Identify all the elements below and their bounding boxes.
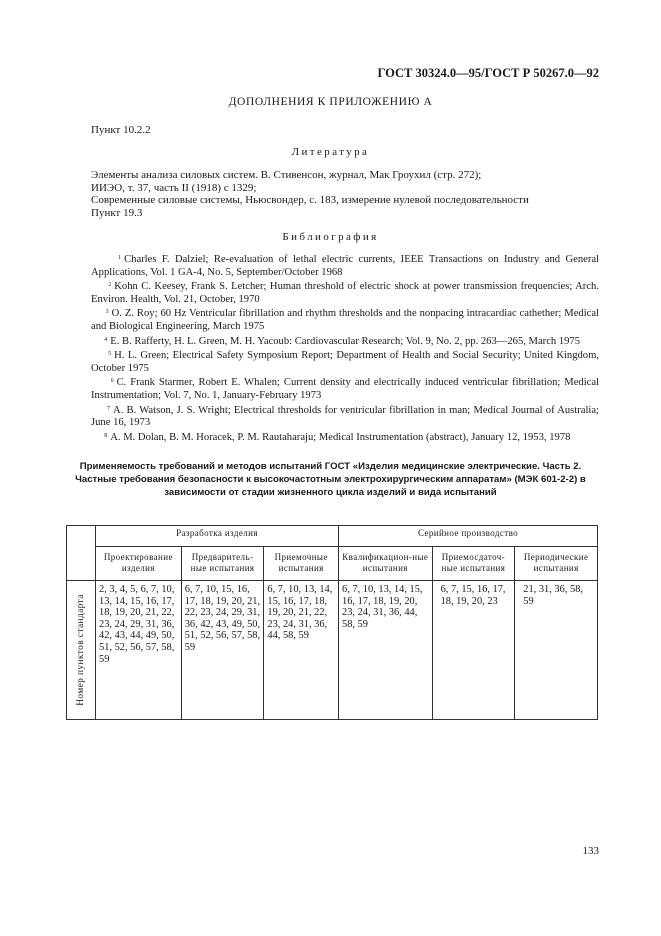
column-header: Проектирование изделия: [96, 547, 182, 581]
group-header-development: Разработка изделия: [96, 526, 339, 547]
footnote-number: 4: [104, 336, 108, 343]
footnote-number: 1: [118, 255, 122, 261]
bibliography-heading: Библиография: [282, 231, 379, 243]
table-cell: 6, 7, 10, 13, 14, 15, 16, 17, 18, 19, 20, 21, 22, 23, 24, 31, 36, 44, 58, 59: [264, 581, 339, 720]
literature-heading: Литература: [291, 146, 370, 158]
corner-cell: [67, 526, 96, 581]
literature-line: Современные силовые системы, Ньюсвондер, с. 183, измерение нулевой последовательности: [91, 194, 529, 207]
footnote-number: 2: [108, 282, 112, 289]
point-ref-1: Пункт 10.2.2: [91, 124, 151, 136]
table-cell: 6, 7, 15, 16, 17, 18, 19, 20, 23: [432, 581, 515, 720]
table-cell: 2, 3, 4, 5, 6, 7, 10, 13, 14, 15, 16, 17, 18, 19, 20, 21, 22, 23, 24, 29, 31, 36, 42, 43, 44, 49, 50, 51, 52, 56, 57, 58, 59: [96, 581, 182, 720]
bibliography-item: [91, 375, 599, 402]
bibliography-item: [91, 279, 599, 306]
bibliography-text: A. B. Watson, J. S. Wright; Electrical thresholds for ventricular fibrillation in man; Medical Journal of Australia; June 16, 1973: [91, 404, 599, 429]
bibliography-text: E. B. Rafferty, H. L. Green, M. H. Yacoub: Cardiovascular Research; Vol. 9, No. 2, pp. 263—265, March 1975: [110, 335, 581, 347]
section-title: ДОПОЛНЕНИЯ К ПРИЛОЖЕНИЮ А: [228, 96, 433, 108]
footnote-number: 5: [108, 351, 112, 358]
footnote-number: 7: [107, 405, 111, 412]
table-subheader-row: [67, 547, 598, 581]
row-label-cell: [67, 581, 96, 720]
document-header: ГОСТ 30324.0—95/ГОСТ Р 50267.0—92: [377, 66, 599, 80]
footnote-number: 3: [105, 309, 109, 316]
column-header: Квалификацион-ные испытания: [339, 547, 433, 581]
table-header-row: [67, 526, 598, 547]
group-header-serial: Серийное производство: [339, 526, 598, 547]
column-header: Предваритель-ные испытания: [181, 547, 264, 581]
page-number: 133: [582, 845, 599, 857]
bibliography-text: O. Z. Roy; 60 Hz Ventricular fibrillation and rhythm thresholds and the nonpacing intracardiac cathether; Medical and Biological Engineering, March 1975: [91, 308, 599, 332]
literature-list: [91, 169, 529, 219]
literature-line: Элементы анализа силовых систем. В. Стивенсон, журнал, Мак Гроухил (стр. 272);: [91, 169, 482, 181]
bibliography-item: [91, 306, 599, 333]
bibliography-item: [91, 430, 599, 445]
column-header: Периодические испытания: [515, 547, 598, 581]
column-header: Приемосдаточ-ные испытания: [432, 547, 515, 581]
bibliography-list: [91, 252, 599, 444]
literature-line: Пункт 19.3: [91, 206, 143, 219]
column-header: Приемочные испытания: [264, 547, 339, 581]
literature-line: ИИЭО, т. 37, часть II (1918) с 1329;: [91, 181, 257, 194]
table-row: [67, 581, 598, 720]
bibliography-text: A. M. Dolan, B. M. Horacek, P. M. Rautaharaju; Medical Instrumentation (abstract), January 12, 1953, 1978: [110, 431, 571, 443]
bibliography-item: [91, 403, 599, 430]
bibliography-item: [91, 334, 599, 349]
bibliography-text: Charles F. Dalziel; Re-evaluation of lethal electric currents, IEEE Transactions on Industry and General Applications, Vol. 1 GA-4, No. 5, September/October 1968: [91, 254, 599, 278]
bibliography-item: [91, 348, 599, 375]
table-cell: 6, 7, 10, 15, 16, 17, 18, 19, 20, 21, 22, 23, 24, 29, 31, 36, 42, 43, 49, 50, 51, 52, 56, 57, 58, 59: [181, 581, 264, 720]
table-caption: Применяемость требований и методов испытаний ГОСТ «Изделия медицинские электрические. Часть 2. Частные требования безопасности к высокочастотным электрохирургическим аппаратам» (МЭК 601-2-2) в зависимости от стадии жизненного цикла изделий и вида испытаний: [75, 461, 586, 498]
bibliography-item: [91, 252, 599, 279]
row-label: Номер пунктов стандарта: [76, 594, 86, 706]
table-cell: 6, 7, 10, 13, 14, 15, 16, 17, 18, 19, 20, 23, 24, 31, 36, 44, 58, 59: [339, 581, 433, 720]
applicability-table: [66, 525, 598, 720]
table-cell: 21, 31, 36, 58, 59: [515, 581, 598, 720]
bibliography-text: C. Frank Starmer, Robert E. Whalen; Current density and electrically induced ventricular fibrillation; Medical Instrumentation; Vol. 7, No. 1, January-February 1973: [91, 377, 599, 401]
footnote-number: 8: [104, 432, 108, 439]
bibliography-text: Kohn C. Keesey, Frank S. Letcher; Human threshold of electric shock at power transmission frequencies; Arch. Environ. Health, Vol. 21, October, 1970: [91, 281, 599, 305]
bibliography-text: H. L. Green; Electrical Safety Symposium Report; Department of Health and Social Security; United Kingdom, October 1975: [91, 350, 599, 374]
footnote-number: 6: [110, 378, 114, 385]
